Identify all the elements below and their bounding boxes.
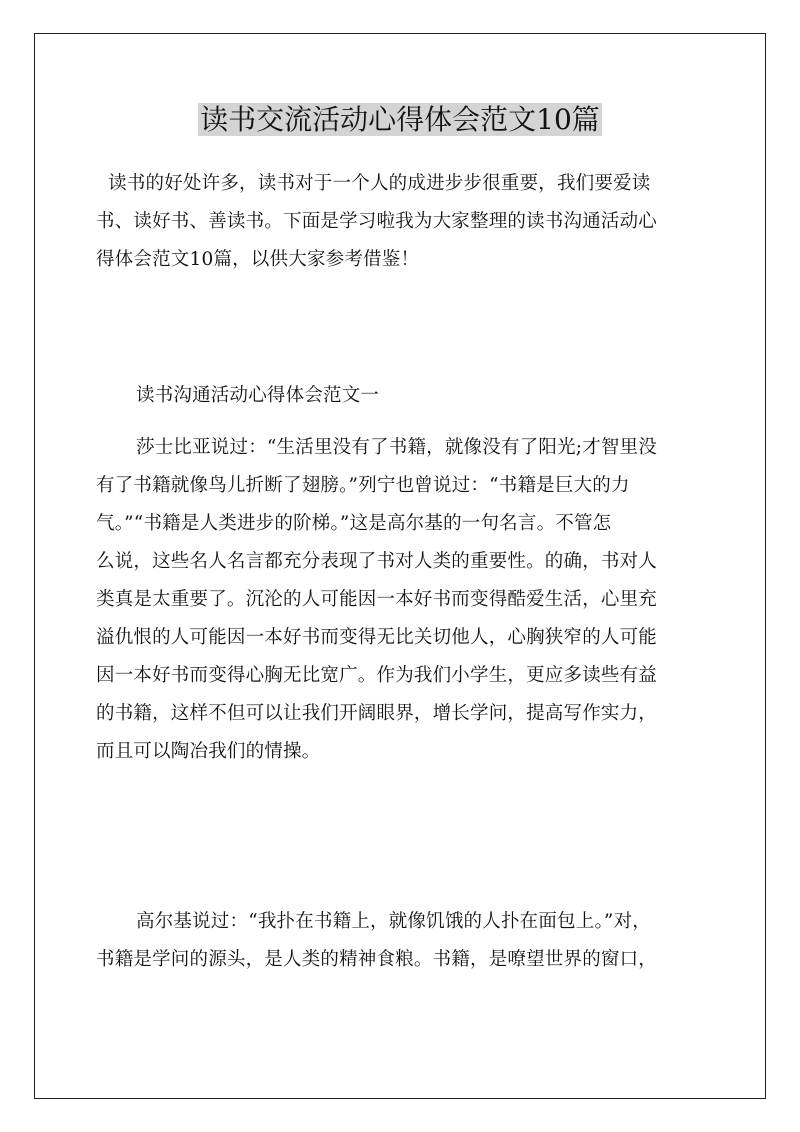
document-title-text: 读书交流活动心得体会范文10篇: [200, 103, 600, 136]
section-heading-text: 读书沟通活动心得体会范文一: [136, 385, 380, 406]
paragraph-line: 因一本好书而变得心胸无比宽广。作为我们小学生，更应多读些有益: [96, 665, 658, 686]
paragraph-line: 有了书籍就像鸟儿折断了翅膀。”列宁也曾说过：“书籍是巨大的力: [96, 475, 630, 496]
intro-line: 读书的好处许多，读书对于一个人的成进步步很重要，我们要爱读: [96, 173, 651, 194]
paragraph-line: 溢仇恨的人可能因一本好书而变得无比关切他人，心胸狭窄的人可能: [96, 627, 658, 648]
intro-line: 书、读好书、善读书。下面是学习啦我为大家整理的读书沟通活动心: [96, 211, 658, 232]
paragraph-line: 的书籍，这样不但可以让我们开阔眼界，增长学问，提高写作实力，: [96, 703, 658, 724]
paragraph-line: 气。”“书籍是人类进步的阶梯。”这是高尔基的一句名言。不管怎: [96, 513, 612, 534]
paragraph-line: 莎士比亚说过：“生活里没有了书籍，就像没有了阳光;才智里没: [136, 437, 657, 458]
intro-line: 得体会范文10篇，以供大家参考借鉴！: [96, 249, 420, 270]
paragraph-line: 而且可以陶冶我们的情操。: [96, 741, 321, 762]
paragraph-line: 书籍是学问的源头，是人类的精神食粮。书籍，是嘹望世界的窗口，: [96, 949, 658, 970]
body-paragraph-1: [96, 429, 708, 771]
document-title: [0, 98, 800, 142]
paragraph-line: 高尔基说过：“我扑在书籍上，就像饥饿的人扑在面包上。”对，: [136, 911, 651, 932]
paragraph-line: 类真是太重要了。沉沦的人可能因一本好书而变得酷爱生活，心里充: [96, 589, 658, 610]
section-heading: [136, 377, 748, 415]
intro-paragraph: [96, 165, 708, 279]
paragraph-line: 么说，这些名人名言都充分表现了书对人类的重要性。的确，书对人: [96, 551, 658, 572]
body-paragraph-2: [96, 903, 708, 979]
